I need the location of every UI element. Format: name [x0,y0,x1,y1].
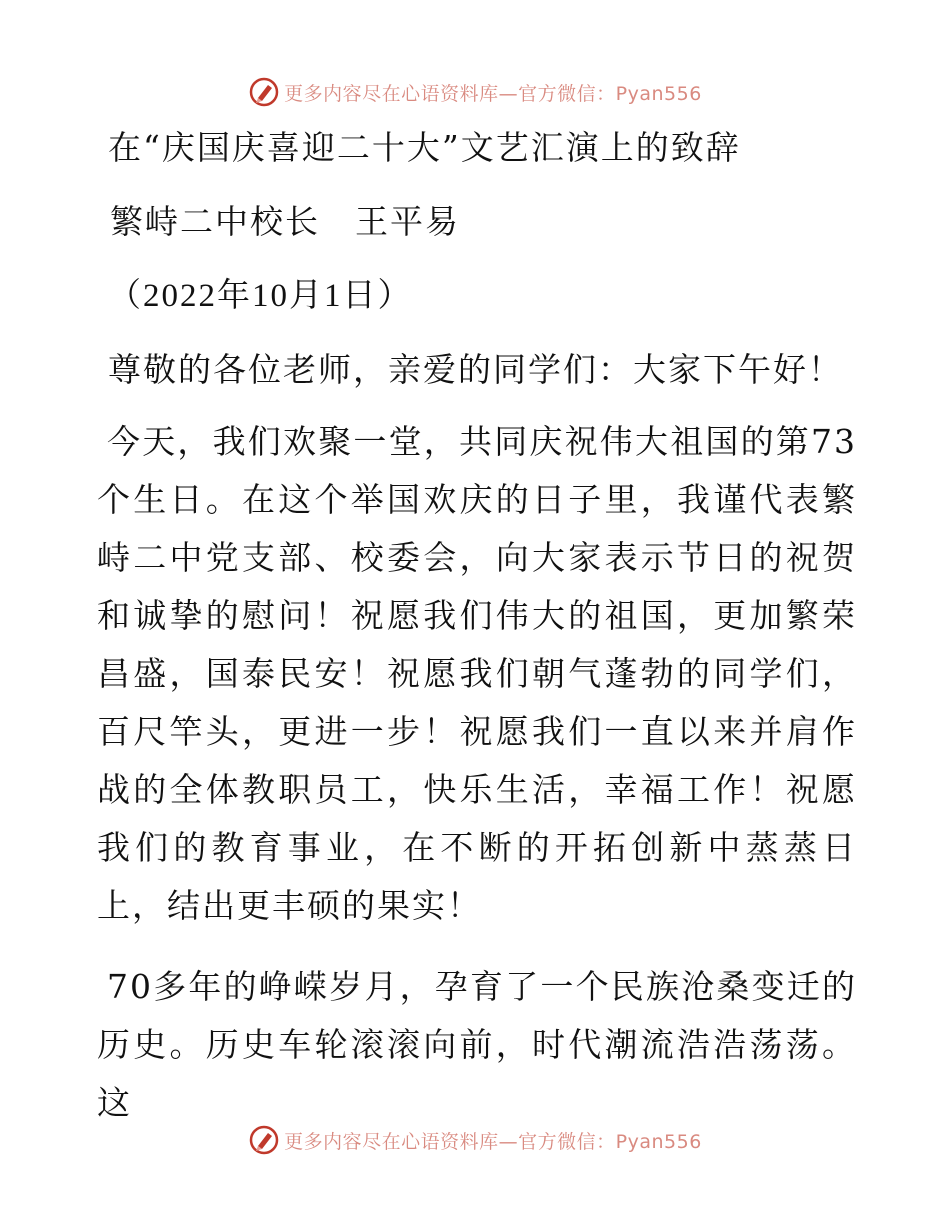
salutation: 尊敬的各位老师，亲爱的同学们：大家下午好！ [108,350,843,389]
body-paragraph-1: 今天，我们欢聚一堂，共同庆祝伟大祖国的第73个生日。在这个举国欢庆的日子里，我谨代表繁峙二中党支部、校委会，向大家表示节日的祝贺和诚挚的慰问！祝愿我们伟大的祖国，更加繁荣昌盛，国泰民安！祝愿我们朝气蓬勃的同学们，百尺竿头，更进一步！祝愿我们一直以来并肩作战的全体教职员工，快乐生活，幸福工作！祝愿我们的教育事业，在不断的开拓创新中蒸蒸日上，结出更丰硕的果实！ [97,422,857,925]
body-paragraph-2: 70多年的峥嵘岁月，孕育了一个民族沧桑变迁的历史。历史车轮滚滚向前，时代潮流浩浩荡荡。这 [97,967,857,1122]
watermark-footer [0,1120,950,1160]
watermark-text: 更多内容尽在心语资料库—官方微信：Pyan556 [284,1130,702,1153]
watermark-text: 更多内容尽在心语资料库—官方微信：Pyan556 [284,82,702,105]
watermark-header [0,72,950,112]
document-title: 在“庆国庆喜迎二十大”文艺汇演上的致辞 [108,128,741,167]
pen-logo-icon [248,1124,280,1156]
author-line: 繁峙二中校长 王平易 [110,202,460,241]
document-date: （2022年10月1日） [108,278,413,314]
pen-logo-icon [248,76,280,108]
